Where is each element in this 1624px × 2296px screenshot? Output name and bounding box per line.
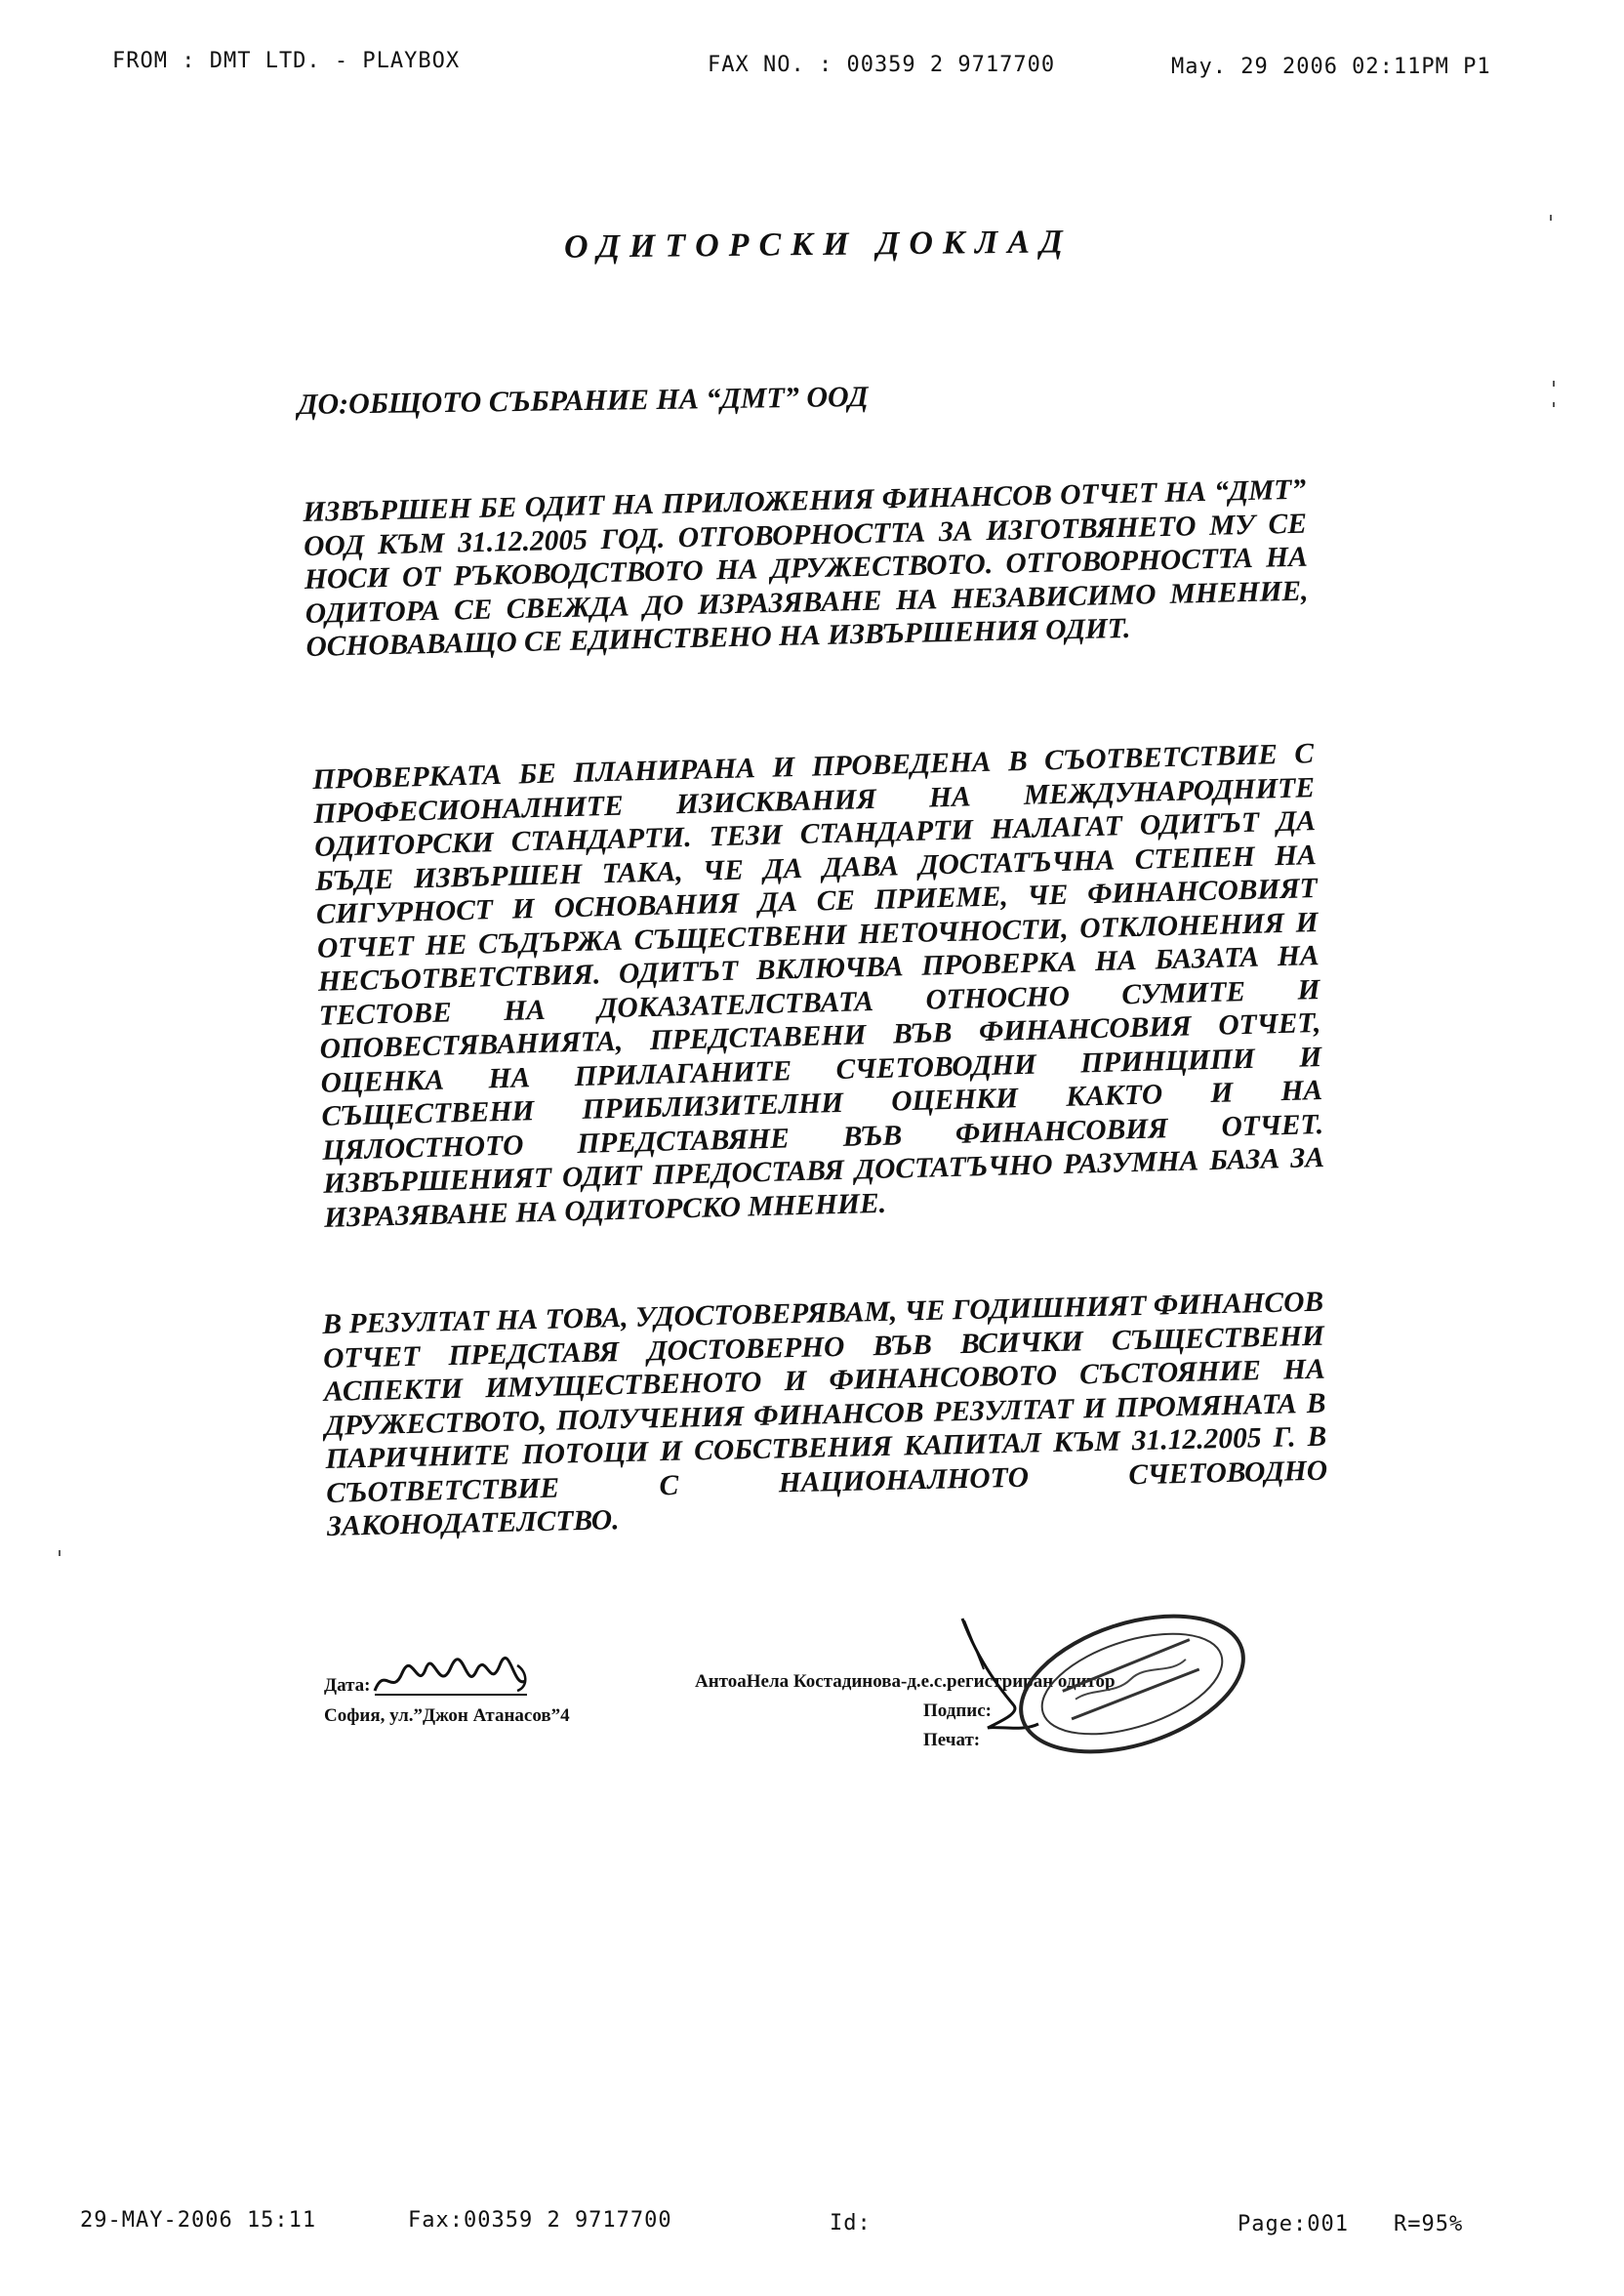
fax-footer-id: Id: — [830, 2211, 872, 2235]
fax-header-number: FAX NO. : 00359 2 9717700 — [708, 53, 1056, 77]
address-line: София, ул.”Джон Атанасов”4 — [324, 1705, 570, 1726]
date-handwriting-scribble — [371, 1652, 537, 1704]
fax-footer-page: Page:001 — [1238, 2212, 1349, 2236]
signature-label: Подпис: — [923, 1701, 992, 1721]
document-addressee: ДО:ОБЩОТО СЪБРАНИЕ НА “ДМТ” ООД — [297, 380, 869, 422]
scan-speck — [1553, 402, 1555, 407]
fax-footer-number: Fax:00359 2 9717700 — [408, 2208, 672, 2233]
scan-speck — [1553, 381, 1555, 387]
scan-speck — [59, 1550, 61, 1556]
fax-footer-date: 29-MAY-2006 15:11 — [80, 2208, 317, 2233]
paragraph-audit-scope: ИЗВЪРШЕН БЕ ОДИТ НА ПРИЛОЖЕНИЯ ФИНАНСОВ ОТЧЕТ НА “ДМТ” ООД КЪМ 31.12.2005 ГОД. ОТГОВОРНОСТТА ЗА ИЗГОТВЯНЕТО МУ СЕ НОСИ ОТ РЪКОВОДСТВОТО НА ДРУЖЕСТВОТО. ОТГОВОРНОСТТА НА ОДИТОРА СЕ СВЕЖДА ДО ИЗРАЗЯВАНЕ НА НЕЗАВИСИМО МНЕНИЕ, ОСНОВАВАЩО СЕ ЕДИНСТВЕНО НА ИЗВЪРШЕНИЯ ОДИТ. — [303, 473, 1309, 663]
document-title: ОДИТОРСКИ ДОКЛАД — [563, 224, 1073, 266]
date-label: Дата: — [324, 1675, 371, 1696]
fax-footer-ratio: R=95% — [1394, 2212, 1464, 2236]
fax-header-date: May. 29 2006 02:11PM P1 — [1171, 55, 1491, 79]
auditor-stamp-seal — [1005, 1601, 1259, 1767]
auditor-name: АнтоаНела Костадинова-д.е.с.регистриран одитор — [695, 1671, 1116, 1692]
paragraph-audit-standards: ПРОВЕРКАТА БЕ ПЛАНИРАНА И ПРОВЕДЕНА В СЪОТВЕТСТВИЕ С ПРОФЕСИОНАЛНИТЕ ИЗИСКВАНИЯ НА МЕЖДУНАРОДНИТЕ ОДИТОРСКИ СТАНДАРТИ. ТЕЗИ СТАНДАРТИ НАЛАГАТ ОДИТЪТ ДА БЪДЕ ИЗВЪРШЕН ТАКА, ЧЕ ДА ДАВА ДОСТАТЪЧНА СТЕПЕН НА СИГУРНОСТ И ОСНОВАНИЯ ДА СЕ ПРИЕМЕ, ЧЕ ФИНАНСОВИЯТ ОТЧЕТ НЕ СЪДЪРЖА СЪЩЕСТВЕНИ НЕТОЧНОСТИ, ОТКЛОНЕНИЯ И НЕСЪОТВЕТСТВИЯ. ОДИТЪТ ВКЛЮЧВА ПРОВЕРКА НА БАЗАТА НА ТЕСТОВЕ НА ДОКАЗАТЕЛСТВАТА ОТНОСНО СУМИТЕ И ОПОВЕСТЯВАНИЯТА, ПРЕДСТАВЕНИ ВЪВ ФИНАНСОВИЯ ОТЧЕТ, ОЦЕНКА НА ПРИЛАГАНИТЕ СЧЕТОВОДНИ ПРИНЦИПИ И СЪЩЕСТВЕНИ ПРИБЛИЗИТЕЛНИ ОЦЕНКИ КАКТО И НА ЦЯЛОСТНОТО ПРЕДСТАВЯНЕ ВЪВ ФИНАНСОВИЯ ОТЧЕТ. ИЗВЪРШЕНИЯТ ОДИТ ПРЕДОСТАВЯ ДОСТАТЪЧНО РАЗУМНА БАЗА ЗА ИЗРАЗЯВАНЕ НА ОДИТОРСКО МНЕНИЕ. — [312, 738, 1325, 1234]
scan-speck — [1550, 215, 1552, 221]
seal-label: Печат: — [923, 1730, 981, 1750]
fax-header-from: FROM : DMT LTD. - PLAYBOX — [112, 49, 461, 73]
paragraph-audit-opinion: В РЕЗУЛТАТ НА ТОВА, УДОСТОВЕРЯВАМ, ЧЕ ГОДИШНИЯТ ФИНАНСОВ ОТЧЕТ ПРЕДСТАВЯ ДОСТОВЕРНО ВЪВ ВСИЧКИ СЪЩЕСТВЕНИ АСПЕКТИ ИМУЩЕСТВЕНОТО И ФИНАНСОВОТО СЪСТОЯНИЕ НА ДРУЖЕСТВОТО, ПОЛУЧЕНИЯ ФИНАНСОВ РЕЗУЛТАТ И ПРОМЯНАТА В ПАРИЧНИТЕ ПОТОЦИ И СОБСТВЕНИЯ КАПИТАЛ КЪМ 31.12.2005 Г. В СЪОТВЕТСТВИЕ С НАЦИОНАЛНОТО СЧЕТОВОДНО ЗАКОНОДАТЕЛСТВО. — [322, 1286, 1328, 1542]
